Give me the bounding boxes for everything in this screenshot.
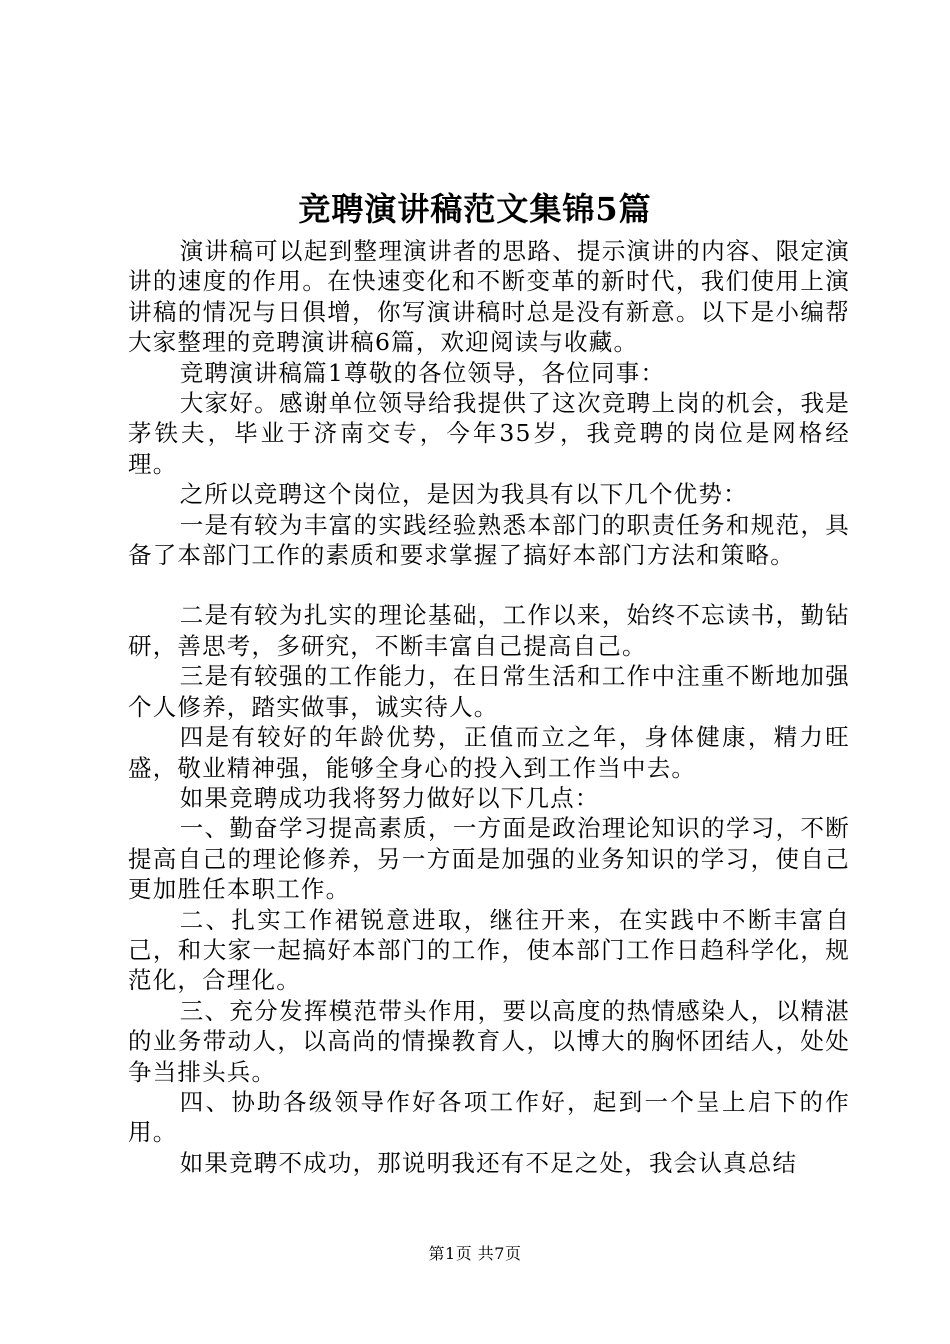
paragraph: 竞聘演讲稿篇1尊敬的各位领导，各位同事：	[179, 358, 666, 387]
paragraph: 二是有较为扎实的理论基础，工作以来，始终不忘读书，勤钻研，善思考，多研究，不断丰富自己提高自己。	[128, 601, 850, 660]
page-footer: 第1页 共7页	[428, 1244, 522, 1263]
paragraph: 一是有较为丰富的实践经验熟悉本部门的职责任务和规范，具备了本部门工作的素质和要求掌握了搞好本部门方法和策略。	[128, 510, 850, 570]
paragraph: 大家好。感谢单位领导给我提供了这次竞聘上岗的机会，我是茅铁夫，毕业于济南交专，今年35岁，我竞聘的岗位是网格经理。	[128, 389, 850, 478]
paragraph: 二、扎实工作裙锐意进取，继往开来，在实践中不断丰富自己，和大家一起搞好本部门的工作，使本部门工作日趋科学化，规范化，合理化。	[128, 905, 850, 995]
paragraph: 如果竞聘不成功，那说明我还有不足之处，我会认真总结	[179, 1148, 798, 1177]
paragraph: 如果竞聘成功我将努力做好以下几点：	[179, 783, 600, 812]
paragraph: 四是有较好的年龄优势，正值而立之年，身体健康，精力旺盛，敬业精神强，能够全身心的投入到工作当中去。	[128, 723, 850, 782]
paragraph: 一、勤奋学习提高素质，一方面是政治理论知识的学习，不断提高自己的理论修养，另一方面是加强的业务知识的学习，使自己更加胜任本职工作。	[128, 814, 850, 904]
document-body	[128, 236, 850, 1178]
paragraph: 演讲稿可以起到整理演讲者的思路、提示演讲的内容、限定演讲的速度的作用。在快速变化和不断变革的新时代，我们使用上演讲稿的情况与日俱增，你写演讲稿时总是没有新意。以下是小编帮大家整理的竞聘演讲稿6篇，欢迎阅读与收藏。	[128, 237, 850, 357]
paragraph: 四、协助各级领导作好各项工作好，起到一个呈上启下的作用。	[128, 1087, 850, 1147]
document-title: 竞聘演讲稿范文集锦5篇	[298, 190, 652, 228]
paragraph: 之所以竞聘这个岗位，是因为我具有以下几个优势：	[179, 480, 748, 509]
paragraph: 三是有较强的工作能力，在日常生活和工作中注重不断地加强个人修养，踏实做事，诚实待人。	[128, 662, 850, 721]
paragraph: 三、充分发挥模范带头作用，要以高度的热情感染人，以精湛的业务带动人，以高尚的情操教育人，以博大的胸怀团结人，处处争当排头兵。	[128, 996, 850, 1086]
paragraph-spacer	[128, 570, 850, 600]
